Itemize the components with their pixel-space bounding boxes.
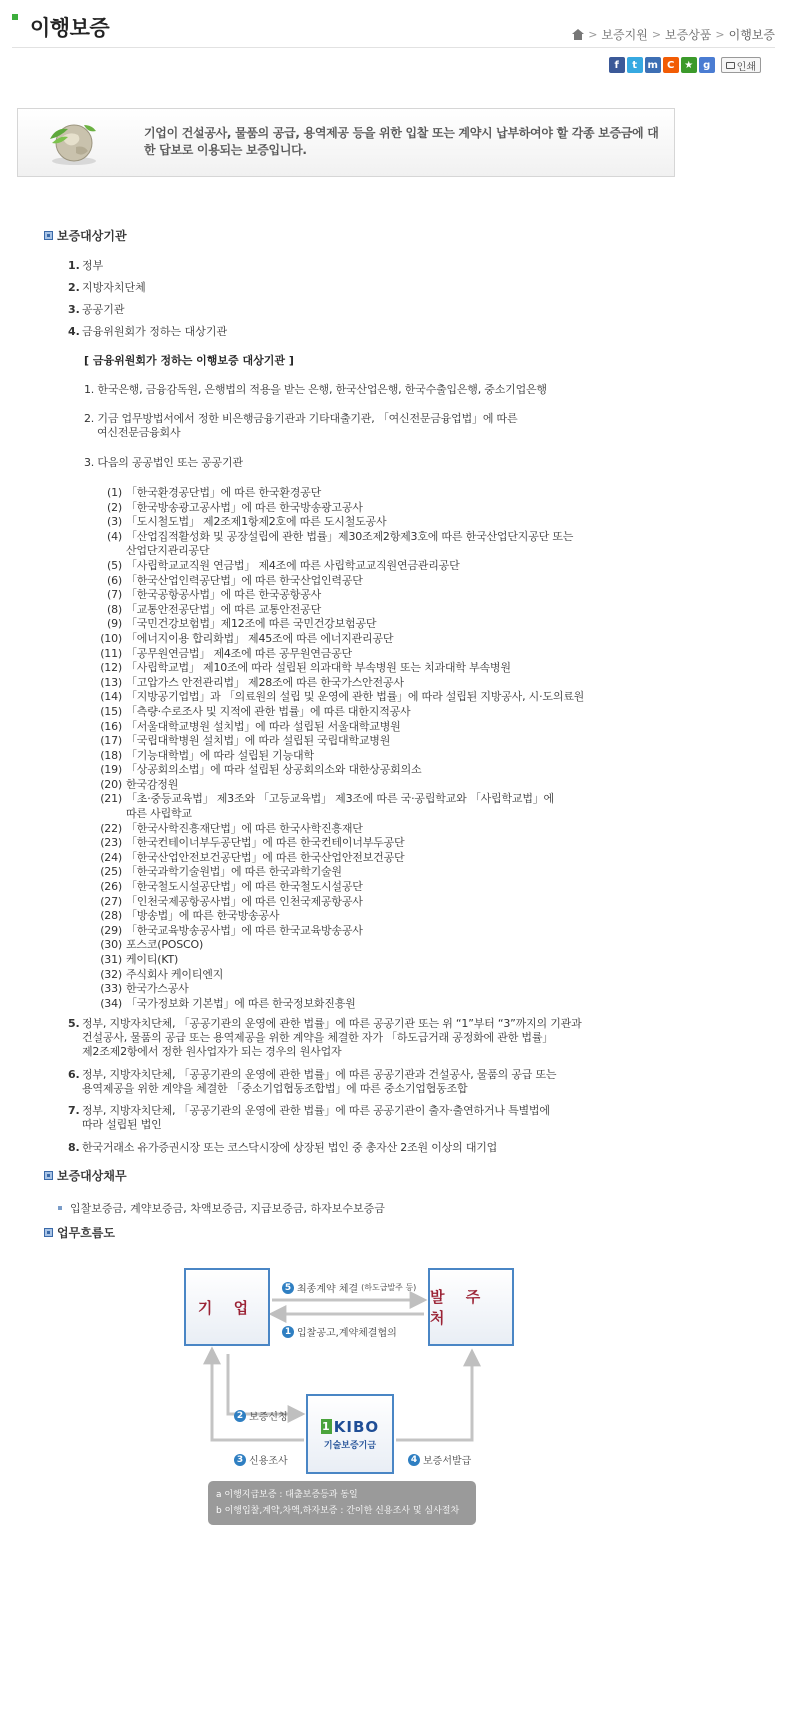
institution-item: (30) 포스코(POSCO): [100, 938, 204, 952]
institution-item: (23) 「한국컨테이너부두공단법」에 따른 한국컨테이너부두공단: [100, 836, 405, 850]
institution-item: (27) 「인천국제공항공사법」에 따른 인천국제공항공사: [100, 894, 363, 908]
main-list-item: 5. 정부, 지방자치단체, 「공공기관의 운영에 관한 법률」에 따른 공공기관 또는 위 “1”부터 “3”까지의 기관과 건설공사, 물품의 공급 또는 용역제공을 위한 계약을 체결한 자가 「하도급거래 공정화에 관한 법률」 제2조제2항에서 정한 원사업자가 되는 경우의 원사업자: [68, 1017, 582, 1058]
print-button[interactable]: 인쇄: [721, 57, 761, 73]
institution-item: (18) 「기능대학법」에 따라 설립된 기능대학: [100, 748, 314, 762]
institution-item: (12) 「사립학교법」 제10조에 따라 설립된 의과대학 부속병원 또는 치과대학 부속병원: [100, 661, 511, 675]
page-title: 이행보증: [30, 16, 110, 40]
main-list-item: 8. 한국거래소 유가증권시장 또는 코스닥시장에 상장된 법인 중 총자산 2조원 이상의 대기업: [68, 1141, 498, 1154]
google-icon[interactable]: g: [699, 57, 715, 73]
step-number-icon: 1: [282, 1326, 294, 1338]
flow-note-a: a 이행지급보증 : 대출보증등과 동일: [216, 1490, 358, 1500]
section-title: 업무흐름도: [57, 1226, 115, 1240]
kibo-logo: [321, 1418, 379, 1451]
institution-item: (20) 한국감정원: [100, 777, 179, 791]
kibo-box: [306, 1394, 394, 1474]
institution-item: (1) 「한국환경공단법」에 따른 한국환경공단: [107, 486, 322, 499]
flow-step-3: 3 신용조사: [234, 1452, 288, 1467]
main-list-item: 7. 정부, 지방자치단체, 「공공기관의 운영에 관한 법률」에 따른 공공기관이 출자·출연하거나 특별법에 따라 설립된 법인: [68, 1104, 550, 1131]
institution-item: (28) 「방송법」에 따른 한국방송공사: [100, 909, 280, 923]
home-icon[interactable]: [572, 29, 584, 40]
fsc-paragraph-2-cont: 여신전문금융회사: [97, 426, 181, 439]
twitter-icon[interactable]: t: [627, 57, 643, 73]
fsc-paragraph-3: 3. 다음의 공공법인 또는 공공기관: [84, 456, 243, 469]
list-bullet-icon: [58, 1206, 62, 1210]
section-bullet-icon: [44, 1171, 53, 1180]
kibo-name: 기술보증기금: [323, 1440, 377, 1451]
institution-item: (2) 「한국방송광고공사법」에 따른 한국방송광고공사: [107, 500, 363, 514]
section-heading-obligations: [44, 1167, 127, 1184]
kibo-logo-mark-icon: 1: [321, 1420, 331, 1433]
intro-box: [17, 108, 675, 177]
breadcrumb-item-support[interactable]: 보증지원: [601, 28, 648, 42]
institution-item: 산업단지관리공단: [126, 544, 210, 558]
intro-description: 기업이 건설공사, 물품의 공급, 용역제공 등을 위한 입찰 또는 계약시 납부하여야 할 각종 보증금에 대한 답보로 이용되는 보증입니다.: [144, 126, 659, 157]
section-heading-flow: [44, 1224, 115, 1241]
institution-item: (10) 「에너지이용 합리화법」 제45조에 따른 에너지관리공단: [100, 631, 394, 645]
institution-item: (31) 케이티(KT): [100, 953, 179, 966]
breadcrumb-item-current: 이행보증: [728, 28, 775, 42]
institution-item: (14) 「지방공기업법」과 「의료원의 설립 및 운영에 관한 법률」에 따라 설립된 지방공사, 시·도의료원: [100, 690, 585, 704]
flow-note-b: b 이행입찰,계약,차액,하자보증 : 간이한 신용조사 및 심사절차: [216, 1506, 460, 1516]
flow-step-5: 5 최종계약 체결 (하도급발주 등): [282, 1280, 416, 1295]
main-list-item: 4. 금융위원회가 정하는 대상기관: [68, 325, 228, 338]
fsc-institutions-heading: [ 금융위원회가 정하는 이행보증 대상기관 ]: [84, 354, 294, 367]
cyworld-icon[interactable]: C: [663, 57, 679, 73]
share-bar: [609, 57, 761, 73]
facebook-icon[interactable]: f: [609, 57, 625, 73]
main-list-item: 3. 공공기관: [68, 303, 125, 316]
institution-item: (22) 「한국사학진흥재단법」에 따른 한국사학진흥재단: [100, 821, 363, 835]
breadcrumb: [572, 26, 775, 43]
client-box: 발 주 처: [428, 1268, 514, 1346]
institution-item: (6) 「한국산업인력공단법」에 따른 한국산업인력공단: [107, 573, 363, 587]
institution-item: (13) 「고압가스 안전관리법」 제28조에 따른 한국가스안전공사: [100, 675, 404, 689]
section-title: 보증대상기관: [57, 229, 127, 243]
yozm-icon[interactable]: ★: [681, 57, 697, 73]
institution-item: (33) 한국가스공사: [100, 982, 189, 996]
institution-item: (11) 「공무원연금법」 제4조에 따른 공무원연금공단: [100, 646, 352, 660]
step-number-icon: 3: [234, 1454, 246, 1466]
institution-item: (21) 「초·중등교육법」 제3조와 「고등교육법」 제3조에 따른 국·공립학교와 「사립학교법」에: [100, 792, 554, 806]
flow-note-box: [208, 1481, 476, 1525]
institution-item: (29) 「한국교육방송공사법」에 따른 한국교육방송공사: [100, 923, 363, 937]
institution-item: (15) 「측량·수로조사 및 지적에 관한 법률」에 따른 대한지적공사: [100, 704, 411, 718]
institution-item: (24) 「한국산업안전보건공단법」에 따른 한국산업안전보건공단: [100, 850, 405, 864]
company-box: 기 업: [184, 1268, 270, 1346]
breadcrumb-separator: >: [715, 28, 725, 41]
flow-step-1: 1 입찰공고,계약체결협의: [282, 1324, 397, 1339]
breadcrumb-separator: >: [588, 28, 598, 41]
flow-step-4: 4 보증서발급: [408, 1452, 471, 1467]
obligations-item: 입찰보증금, 계약보증금, 차액보증금, 지급보증금, 하자보수보증금: [58, 1200, 385, 1216]
section-bullet-icon: [44, 231, 53, 240]
institution-item: (26) 「한국철도시설공단법」에 따른 한국철도시설공단: [100, 880, 363, 894]
step-number-icon: 2: [234, 1410, 246, 1422]
fsc-paragraph-2: 2. 기금 업무방법서에서 정한 비은행금융기관과 기타대출기관, 「여신전문금융업법」에 따른: [84, 412, 518, 425]
workflow-diagram: [180, 1262, 520, 1532]
flow-step-2: 2 보증신청: [234, 1408, 288, 1423]
institution-item: (17) 「국립대학병원 설치법」에 따라 설립된 국립대학교병원: [100, 734, 391, 748]
globe-leaf-icon: [44, 119, 102, 167]
title-bullet-icon: [12, 14, 18, 20]
breadcrumb-item-products[interactable]: 보증상품: [665, 28, 712, 42]
institution-item: (25) 「한국과학기술원법」에 따른 한국과학기술원: [100, 865, 342, 879]
institution-item: (3) 「도시철도법」 제2조제1항제2호에 따른 도시철도공사: [107, 515, 387, 529]
institution-item: (9) 「국민건강보험법」제12조에 따른 국민건강보험공단: [107, 617, 377, 631]
step-number-icon: 5: [282, 1282, 294, 1294]
main-list-item: 6. 정부, 지방자치단체, 「공공기관의 운영에 관한 법률」에 따른 공공기관과 건설공사, 물품의 공급 또는 용역제공을 위한 계약을 체결한 「중소기업협동조합법」에 따른 중소기업협동조합: [68, 1068, 557, 1095]
institution-item: 따른 사립학교: [126, 807, 192, 821]
institution-item: (16) 「서울대학교병원 설치법」에 따라 설립된 서울대학교병원: [100, 719, 401, 733]
institution-item: (4) 「산업집적활성화 및 공장설립에 관한 법률」제30조제2항제3호에 따른 한국산업단지공단 또는: [107, 529, 574, 543]
section-bullet-icon: [44, 1228, 53, 1237]
step-number-icon: 4: [408, 1454, 420, 1466]
main-list-item: 2. 지방자치단체: [68, 281, 146, 294]
institution-item: (5) 「사립학교교직원 연금법」 제4조에 따른 사립학교교직원연금관리공단: [107, 558, 460, 572]
institution-item: (32) 주식회사 케이티엔지: [100, 967, 224, 981]
page-header: [12, 10, 775, 48]
printer-icon: [726, 62, 735, 69]
breadcrumb-separator: >: [651, 28, 662, 41]
kibo-mark-text: KIBO: [333, 1417, 380, 1436]
section-heading-institutions: [44, 227, 127, 244]
institution-item: (34) 「국가정보화 기본법」에 따른 한국정보화진흥원: [100, 996, 356, 1010]
section-title: 보증대상채무: [57, 1169, 127, 1183]
institution-item: (7) 「한국공항공사법」에 따른 한국공항공사: [107, 588, 322, 602]
me2day-icon[interactable]: m: [645, 57, 661, 73]
institution-item: (19) 「상공회의소법」에 따라 설립된 상공회의소와 대한상공회의소: [100, 763, 422, 777]
public-institution-list: [100, 486, 620, 1011]
main-list-item: 1. 정부: [68, 259, 104, 272]
fsc-paragraph-1: 1. 한국은행, 금융감독원, 은행법의 적용을 받는 은행, 한국산업은행, 한국수출입은행, 중소기업은행: [84, 383, 547, 396]
institution-item: (8) 「교통안전공단법」에 따른 교통안전공단: [107, 602, 322, 616]
